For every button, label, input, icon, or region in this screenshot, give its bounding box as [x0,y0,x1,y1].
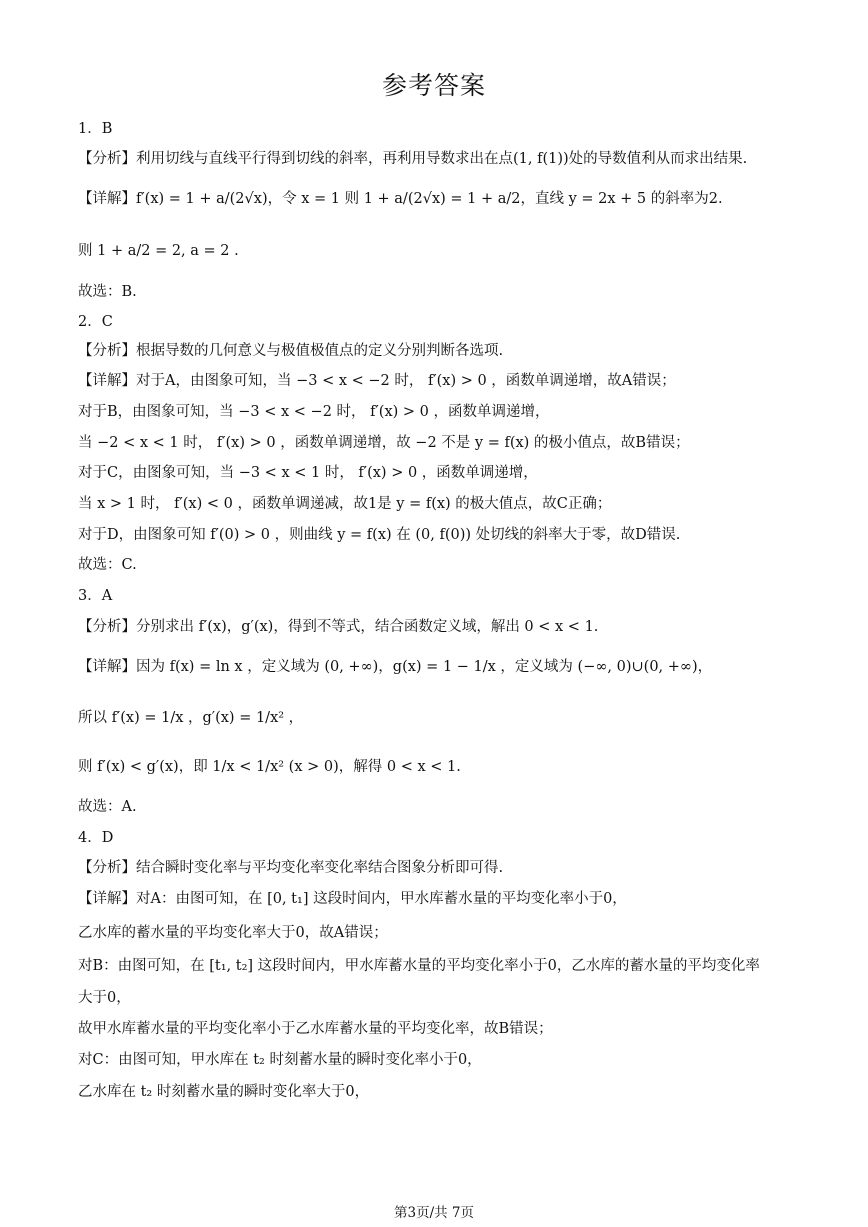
detail-4-b2: 大于0， [78,990,131,1006]
choice-1: 故选：B. [78,284,137,300]
detail-3-c: 则 f′(x) < g′(x)，即 1/x < 1/x² (x > 0)，解得 0 < x < 1. [78,759,461,775]
detail-4-b3: 故甲水库蓄水量的平均变化率小于乙水库蓄水量的平均变化率，故B错误； [78,1021,553,1037]
detail-4-c2: 乙水库在 t₂ 时刻蓄水量的瞬时变化率大于0， [78,1084,370,1100]
answer-1-label: 1．B [78,121,113,137]
answer-2-label: 2．C [78,314,113,330]
analysis-2: 【分析】根据导数的几何意义与极值极值点的定义分别判断各选项. [78,343,504,359]
detail-4-c1: 对C：由图可知，甲水库在 t₂ 时刻蓄水量的瞬时变化率小于0， [78,1052,482,1068]
detail-4-b1: 对B：由图可知，在 [t₁, t₂] 这段时间内，甲水库蓄水量的平均变化率小于0，乙水库的蓄水量的平均变化率 [78,958,760,974]
detail-2-b2: 当 −2 < x < 1 时， f′(x) > 0 ，函数单调递增，故 −2 不是 y = f(x) 的极小值点，故B错误； [78,435,690,451]
answer-3-label: 3．A [78,588,113,604]
detail-1-cont: 则 1 + a/2 = 2, a = 2 . [78,243,239,259]
analysis-3: 【分析】分别求出 f′(x)，g′(x)，得到不等式，结合函数定义域，解出 0 < x < 1. [78,619,599,635]
detail-2-c1: 对于C，由图象可知，当 −3 < x < 1 时， f′(x) > 0 ，函数单调递增， [78,465,538,481]
answer-4-label: 4．D [78,830,114,846]
detail-3-b: 所以 f′(x) = 1/x ，g′(x) = 1/x² ， [78,710,304,726]
choice-3: 故选：A. [78,799,137,815]
choice-2: 故选：C. [78,557,137,573]
detail-1: 【详解】f′(x) = 1 + a/(2√x)，令 x = 1 则 1 + a/(2√x) = 1 + a/2，直线 y = 2x + 5 的斜率为2. [78,191,723,207]
detail-3-a: 【详解】因为 f(x) = ln x ，定义域为 (0, +∞)，g(x) = 1 − 1/x ，定义域为 (−∞, 0)∪(0, +∞)， [78,659,713,675]
detail-4-a2: 乙水库的蓄水量的平均变化率大于0，故A错误； [78,925,388,941]
analysis-1: 【分析】利用切线与直线平行得到切线的斜率，再利用导数求出在点(1, f(1))处的导数值利从而求出结果. [78,151,748,167]
detail-4-a1: 【详解】对A：由图可知，在 [0, t₁] 这段时间内，甲水库蓄水量的平均变化率小于0， [78,891,627,907]
detail-2-a: 【详解】对于A，由图象可知，当 −3 < x < −2 时， f′(x) > 0 ，函数单调递增，故A错误； [78,373,676,389]
analysis-4: 【分析】结合瞬时变化率与平均变化率变化率结合图象分析即可得. [78,860,504,876]
detail-2-d: 对于D，由图象可知 f′(0) > 0 ，则曲线 y = f(x) 在 (0, f(0)) 处切线的斜率大于零，故D错误. [78,527,681,543]
detail-2-c2: 当 x > 1 时， f′(x) < 0 ，函数单调递减，故1是 y = f(x) 的极大值点，故C正确； [78,496,612,512]
page-footer: 第3页/共 7页 [393,1205,475,1221]
page-title: 参考答案 [381,71,486,100]
detail-2-b1: 对于B，由图象可知，当 −3 < x < −2 时， f′(x) > 0 ，函数单调递增， [78,404,550,420]
